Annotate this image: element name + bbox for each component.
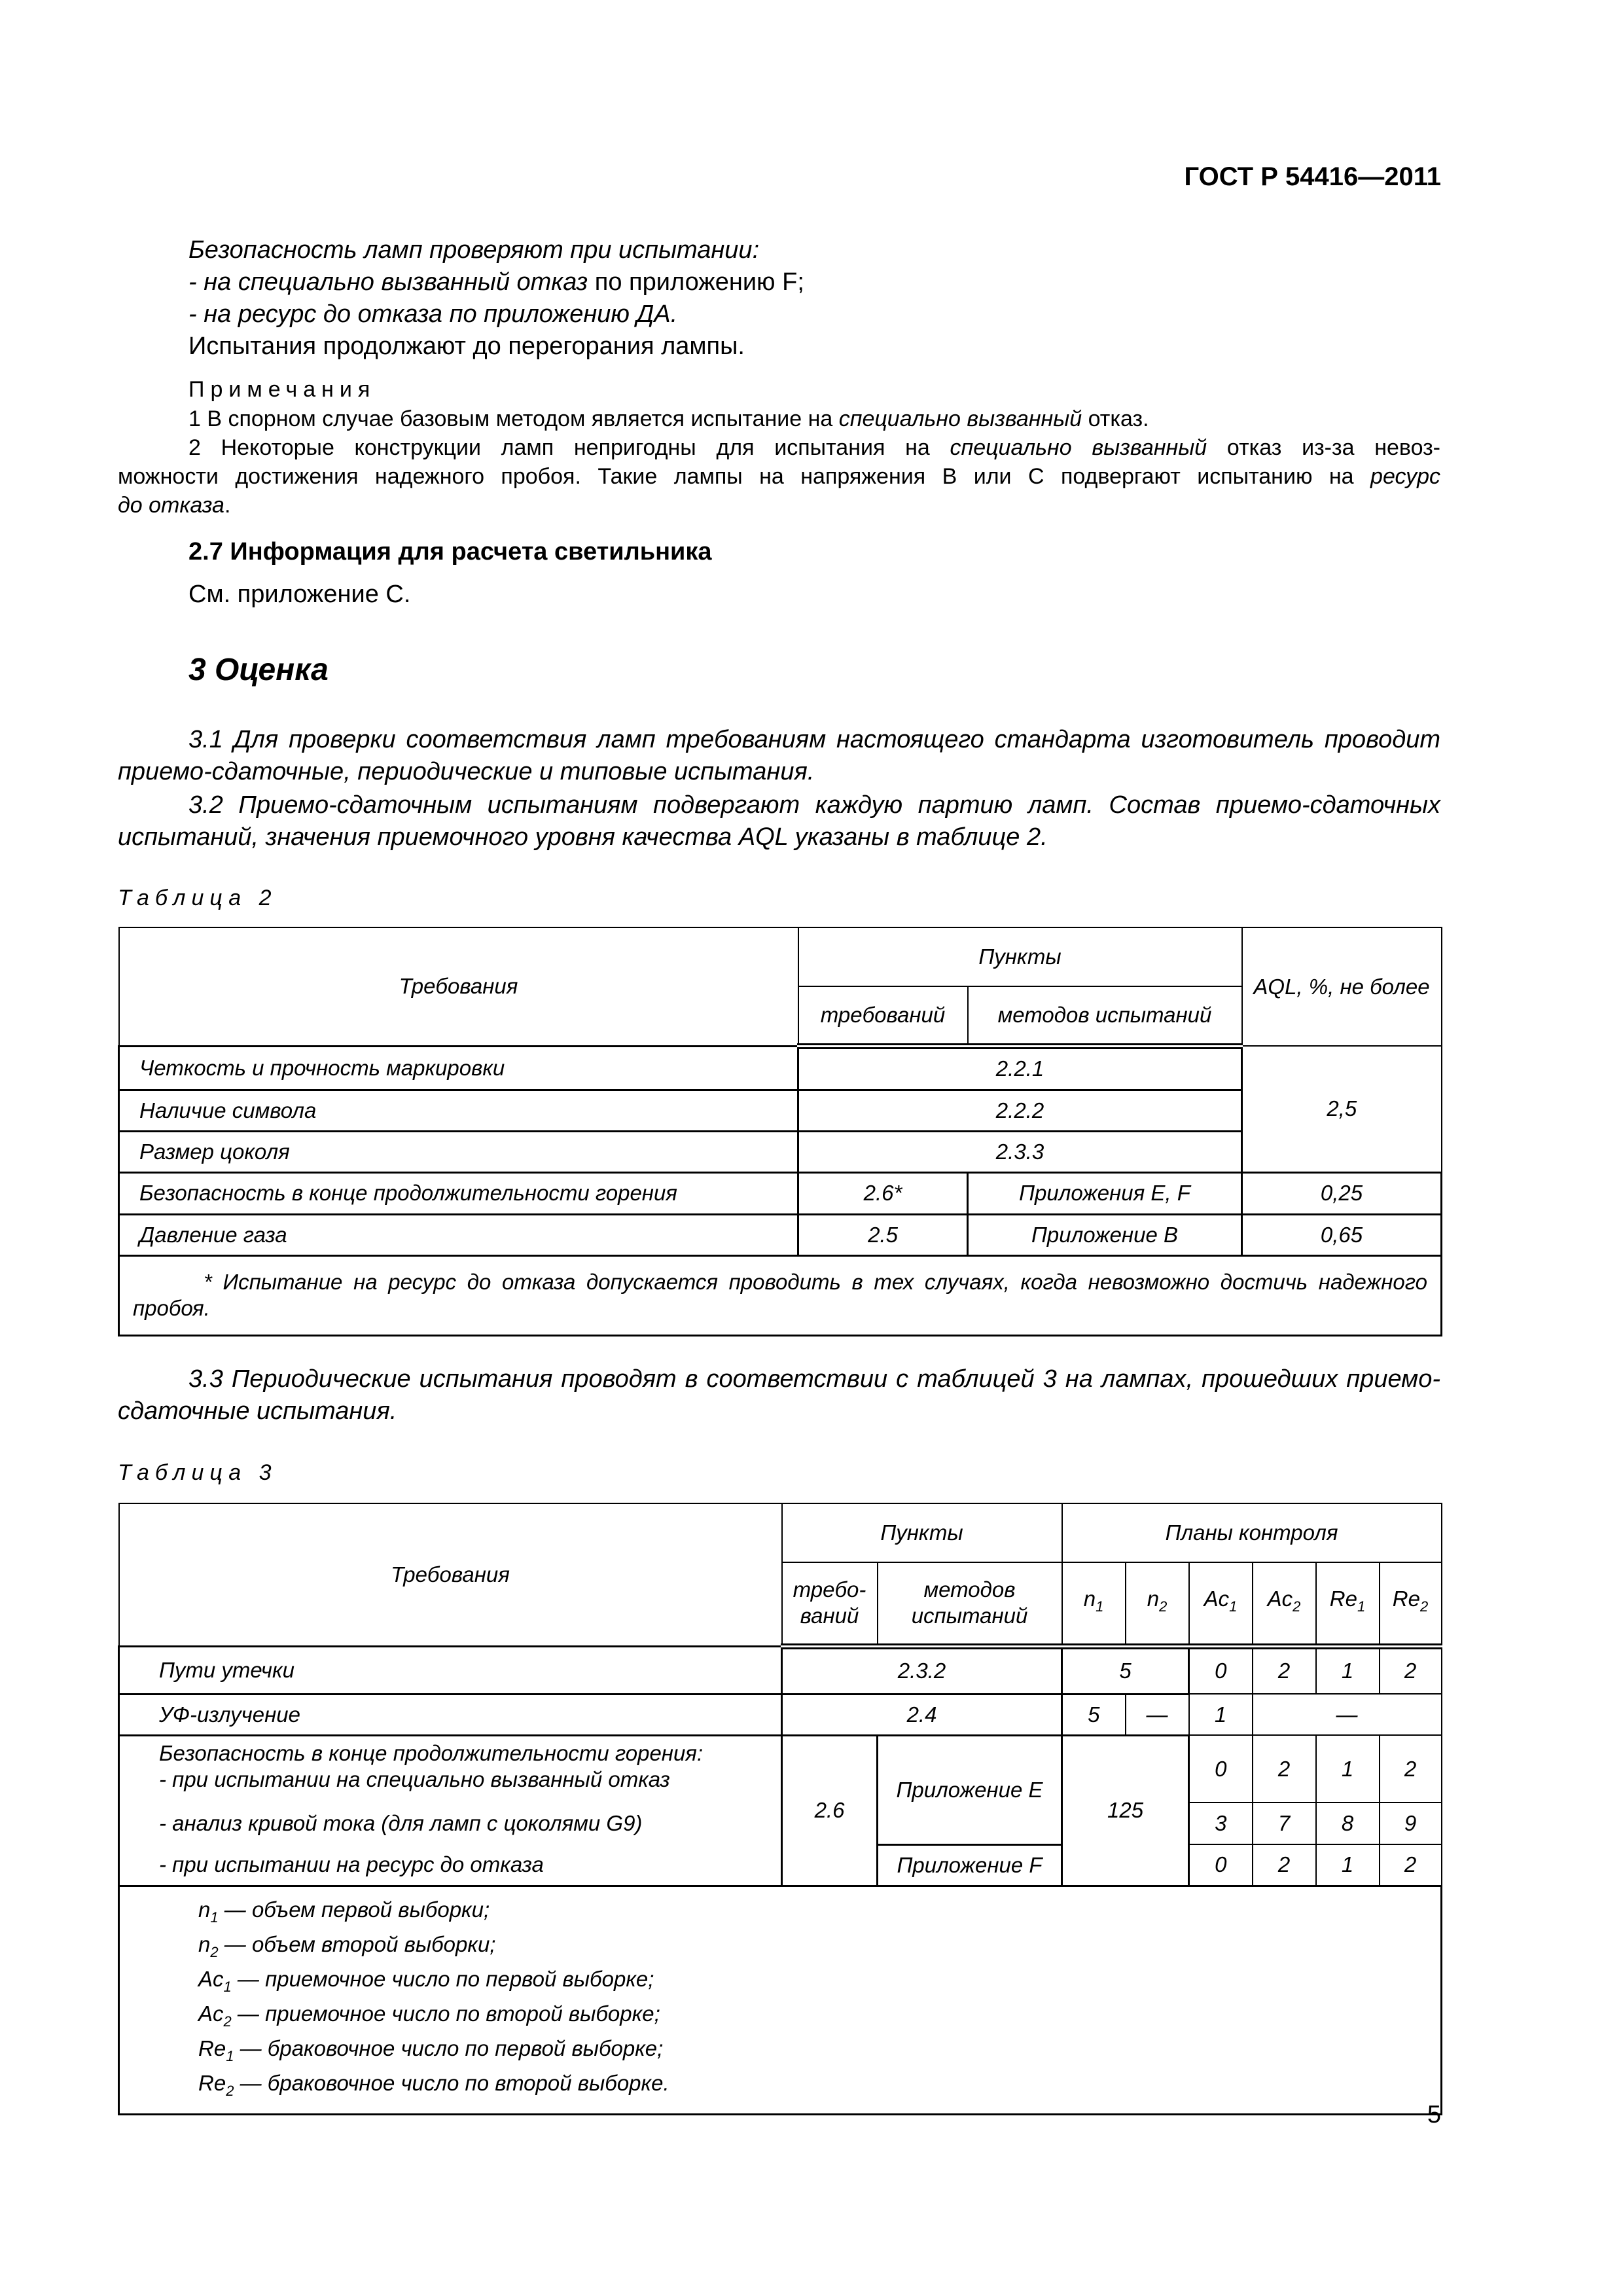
intro-line: [188, 266, 804, 298]
cell-req-sub: - анализ кривой тока (для ламп с цоколями G9): [119, 1803, 782, 1844]
th-methods: методов испытаний: [878, 1562, 1062, 1646]
t: отказ из-за невоз-: [1207, 435, 1441, 460]
cell-ac1: 1: [1189, 1694, 1253, 1735]
cell-value: 2: [1253, 1844, 1316, 1886]
cell-value: 2: [1253, 1735, 1316, 1803]
symbol: Ac: [198, 2001, 224, 2026]
th-ac1: [1189, 1562, 1253, 1646]
cell-n2: —: [1126, 1694, 1189, 1735]
legend-text: — браковочное число по второй выборке.: [234, 2070, 669, 2095]
subscript: 1: [1229, 1598, 1238, 1615]
para-3-2: 3.2 Приемо-сдаточным испытаниям подвергают каждую партию ламп. Состав приемо-сдаточных испытаний, значения приемочного уровня качества AQL указаны в таблице 2.: [118, 791, 1440, 851]
th-req-points: требо-ваний: [782, 1562, 878, 1646]
cell-method-f: Приложение F: [878, 1844, 1062, 1886]
cell-aql: 0,25: [1242, 1172, 1442, 1214]
cell-aql: 0,65: [1242, 1214, 1442, 1255]
notes-title: [188, 375, 376, 404]
subscript: 2: [1293, 1598, 1301, 1615]
note-2-end: [118, 491, 1440, 520]
th-aql: AQL, %, не более: [1242, 927, 1442, 1046]
cell-req: Размер цоколя: [119, 1131, 798, 1172]
th-points: Пункты: [798, 927, 1242, 986]
t: до отказа: [118, 493, 224, 518]
t: отказ.: [1082, 406, 1149, 431]
th-requirements: Требования: [119, 1503, 782, 1646]
cell-point: 2.6: [782, 1735, 878, 1886]
t: Безопасность в конце продолжительности горения:: [159, 1740, 704, 1765]
cell-req-sub: - при испытании на ресурс до отказа: [119, 1844, 782, 1886]
th-re2: [1380, 1562, 1442, 1646]
cell-points: 2.3.2: [782, 1646, 1062, 1694]
intro-line: Безопасность ламп проверяют при испытании:: [188, 236, 760, 264]
legend-text: — приемочное число по первой выборке;: [231, 1966, 654, 1991]
th-ac2: [1253, 1562, 1316, 1646]
cell-points: 2.2.1: [798, 1046, 1242, 1090]
cell-req-point: 2.6*: [798, 1172, 968, 1214]
cell-aql: 2,5: [1242, 1046, 1442, 1172]
symbol: n: [198, 1931, 211, 1956]
th-points: Пункты: [782, 1503, 1062, 1562]
cell-points: 2.2.2: [798, 1090, 1242, 1131]
th-plans: Планы контроля: [1062, 1503, 1442, 1562]
section-2-7-text: См. приложение С.: [188, 581, 411, 608]
legend-item: [198, 1965, 1427, 2000]
subscript: 1: [1357, 1598, 1366, 1615]
cell-points: 2.3.3: [798, 1131, 1242, 1172]
cell-value: 7: [1253, 1803, 1316, 1844]
cell-value: 9: [1380, 1803, 1442, 1844]
t: ресурс: [1370, 464, 1440, 489]
cell-req-point: 2.5: [798, 1214, 968, 1255]
note-2-cont: [118, 462, 1440, 491]
subscript: 1: [1096, 1598, 1104, 1615]
cell-n: 125: [1062, 1735, 1189, 1886]
legend-text: — объем второй выборки;: [218, 1931, 496, 1956]
document-code: ГОСТ Р 54416—2011: [1184, 162, 1441, 191]
cell-points: 2.4: [782, 1694, 1062, 1735]
table-3-legend: [119, 1886, 1442, 2114]
th-req-points: требований: [798, 986, 968, 1046]
note-2: [118, 433, 1440, 462]
symbol: n: [198, 1897, 211, 1922]
note-1: [118, 404, 1440, 433]
symbol: Re: [1392, 1587, 1420, 1611]
subscript: 1: [223, 1978, 232, 1995]
cell-n1: 5: [1062, 1694, 1126, 1735]
notes-title-text: Примечания: [188, 377, 376, 402]
t: специально вызванный: [838, 406, 1082, 431]
table-3: [118, 1503, 1442, 2115]
notes-block: [118, 404, 1440, 520]
cell-n: 5: [1062, 1646, 1189, 1694]
cell-method-e: Приложение E: [878, 1735, 1062, 1844]
section-2-7-title: 2.7 Информация для расчета светильника: [188, 538, 712, 565]
table-2-caption: [118, 884, 277, 912]
symbol: n: [1147, 1587, 1160, 1611]
cell-method: Приложения E, F: [968, 1172, 1242, 1214]
th-n2: [1126, 1562, 1189, 1646]
cell-req: Безопасность в конце продолжительности горения: [119, 1172, 798, 1214]
t: можности достижения надежного пробоя. Такие лампы на напряжения В или С подвергают испытанию на: [118, 464, 1371, 489]
t: 2 Некоторые конструкции ламп непригодны для испытания на: [188, 435, 950, 460]
intro-text: - на специально вызванный отказ: [188, 268, 588, 296]
cell-value: 0: [1189, 1844, 1253, 1886]
legend-text: — браковочное число по первой выборке;: [234, 2036, 664, 2060]
subscript: 2: [1159, 1598, 1168, 1615]
cell-ac2: 2: [1253, 1646, 1316, 1694]
cell-value: 1: [1316, 1844, 1380, 1886]
cell-rest: —: [1253, 1694, 1442, 1735]
caption-text: Таблица 2: [118, 886, 277, 910]
symbol: Ac: [1267, 1587, 1293, 1611]
cell-re1: 1: [1316, 1646, 1380, 1694]
subscript: 1: [210, 1909, 219, 1926]
intro-line: Испытания продолжают до перегорания лампы.: [188, 332, 745, 360]
symbol: Re: [1329, 1587, 1357, 1611]
section-3-title: 3 Оценка: [188, 653, 329, 687]
legend-item: [198, 2000, 1427, 2035]
page-number: 5: [1427, 2101, 1441, 2128]
legend-item: [198, 2035, 1427, 2070]
symbol: Re: [198, 2070, 226, 2095]
cell-value: 2: [1380, 1735, 1442, 1803]
subscript: 2: [223, 2013, 232, 2030]
th-re1: [1316, 1562, 1380, 1646]
intro-line: - на ресурс до отказа по приложению ДА.: [188, 300, 678, 328]
cell-value: 1: [1316, 1735, 1380, 1803]
symbol: Re: [198, 2036, 226, 2060]
cell-value: 0: [1189, 1735, 1253, 1803]
cell-method: Приложение В: [968, 1214, 1242, 1255]
symbol: Ac: [1204, 1587, 1230, 1611]
th-requirements: Требования: [119, 927, 798, 1046]
cell-req: Давление газа: [119, 1214, 798, 1255]
cell-req: УФ-излучение: [119, 1694, 782, 1735]
legend-text: — приемочное число по второй выборке;: [231, 2001, 660, 2026]
para-3-1: 3.1 Для проверки соответствия ламп требованиям настоящего стандарта изготовитель проводит приемо-сдаточные, периодические и типовые испытания.: [118, 726, 1440, 785]
cell-ac1: 0: [1189, 1646, 1253, 1694]
t: специально вызванный: [950, 435, 1207, 460]
subscript: 2: [210, 1943, 219, 1960]
th-n1: [1062, 1562, 1126, 1646]
cell-value: 8: [1316, 1803, 1380, 1844]
subscript: 2: [226, 2082, 234, 2099]
cell-req: Пути утечки: [119, 1646, 782, 1694]
legend-text: — объем первой выборки;: [218, 1897, 490, 1922]
legend-item: [198, 2070, 1427, 2104]
cell-req: Четкость и прочность маркировки: [119, 1046, 798, 1090]
intro-text: по приложению F;: [588, 268, 804, 296]
table-2: [118, 927, 1442, 1336]
table-2-footnote: * Испытание на ресурс до отказа допускается проводить в тех случаях, когда невозможно достичь надежного пробоя.: [119, 1255, 1442, 1335]
th-methods: методов испытаний: [968, 986, 1242, 1046]
legend-item: [198, 1931, 1427, 1965]
t: 1 В спорном случае базовым методом является испытание на: [188, 406, 839, 431]
subscript: 1: [226, 2047, 234, 2064]
subscript: 2: [1419, 1598, 1429, 1615]
cell-value: 2: [1380, 1844, 1442, 1886]
legend-item: [198, 1896, 1427, 1931]
t: .: [224, 493, 231, 518]
intro-block: [188, 234, 804, 363]
symbol: Ac: [198, 1966, 224, 1991]
cell-req: Наличие символа: [119, 1090, 798, 1131]
cell-value: 3: [1189, 1803, 1253, 1844]
symbol: n: [1083, 1587, 1096, 1611]
table-3-caption: [118, 1458, 277, 1487]
caption-text: Таблица 3: [118, 1460, 277, 1485]
para-3-3: 3.3 Периодические испытания проводят в соответствии с таблицей 3 на лампах, прошедших приемо-сдаточные испытания.: [118, 1365, 1440, 1425]
cell-re2: 2: [1380, 1646, 1442, 1694]
cell-req-title: [119, 1735, 782, 1803]
t: - при испытании на специально вызванный отказ: [159, 1767, 670, 1791]
